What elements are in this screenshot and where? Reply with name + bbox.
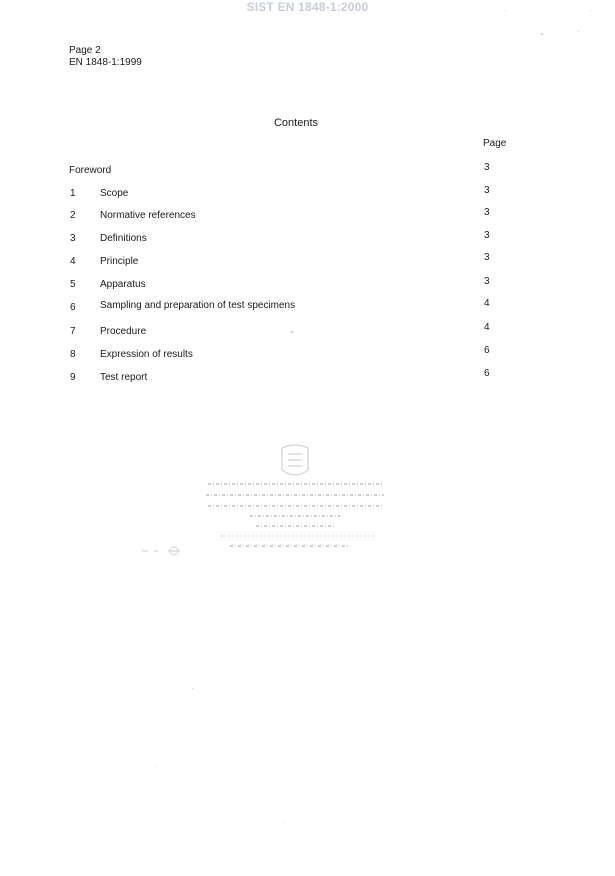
toc-entry-page: 6: [484, 345, 490, 356]
toc-entry-page: 3: [484, 276, 490, 287]
toc-entry-number: 1: [70, 188, 76, 199]
toc-entry-test-report[interactable]: [0, 368, 615, 386]
toc-entry-page: 3: [484, 207, 490, 218]
toc-entry-title: Apparatus: [100, 279, 146, 290]
toc-entry-page: 3: [484, 230, 490, 241]
scan-speck: [505, 10, 506, 11]
toc-entry-number: 5: [70, 279, 76, 290]
watermark: SIST EN 1848-1:2000: [246, 0, 369, 14]
toc-entry-page: 4: [484, 298, 490, 309]
toc-entry-title: Scope: [100, 188, 129, 199]
toc-entry-title: Sampling and preparation of test specimens: [100, 300, 296, 311]
toc-entry-page: 3: [484, 185, 490, 196]
scan-speck: [291, 331, 293, 333]
toc-entry-number: 2: [70, 210, 76, 221]
toc-entry-title: Expression of results: [100, 349, 193, 360]
toc-entry-procedure[interactable]: [0, 322, 615, 340]
page-number-label: Page 2: [69, 45, 101, 56]
toc-entry-page: 3: [484, 252, 490, 263]
toc-entry-number: 3: [70, 233, 76, 244]
toc-entry-principle[interactable]: [0, 252, 615, 270]
scan-speck: [155, 766, 156, 767]
toc-entry-apparatus[interactable]: [0, 276, 615, 293]
toc-entry-title: Definitions: [100, 233, 147, 244]
toc-entry-title: Test report: [100, 372, 148, 383]
toc-entry-title: Foreword: [69, 165, 112, 176]
table-of-contents: [0, 0, 615, 400]
faded-stamp-seal: [200, 440, 390, 560]
toc-entry-page: 4: [484, 322, 490, 333]
toc-entry-number: 9: [70, 372, 76, 383]
toc-entry-expression-of-results[interactable]: [0, 345, 615, 363]
toc-entry-number: 6: [70, 302, 76, 313]
scan-speck: [541, 33, 543, 35]
scan-speck: [590, 10, 591, 11]
scan-speck: [578, 31, 579, 32]
scan-speck: [284, 822, 285, 823]
toc-entry-number: 8: [70, 349, 76, 360]
toc-entry-page: 6: [484, 368, 490, 379]
toc-entry-number: 7: [70, 326, 76, 337]
toc-entry-number: 4: [70, 256, 76, 267]
toc-entry-title: Procedure: [100, 326, 147, 337]
document-id: EN 1848-1:1999: [69, 57, 142, 68]
toc-entry-title: Normative references: [100, 210, 196, 221]
scan-speck: [192, 688, 193, 689]
toc-entry-page: 3: [484, 162, 490, 173]
toc-entry-definitions[interactable]: [0, 230, 615, 247]
toc-entry-normative-references[interactable]: [0, 207, 615, 224]
toc-entry-sampling[interactable]: [0, 298, 615, 316]
toc-entry-scope[interactable]: [0, 185, 615, 202]
faded-stamp-mark: [140, 543, 185, 559]
contents-title: Contents: [273, 117, 319, 129]
toc-entry-title: Principle: [100, 256, 139, 267]
page-column-heading: Page: [483, 138, 507, 149]
toc-entry-foreword[interactable]: [0, 162, 615, 179]
